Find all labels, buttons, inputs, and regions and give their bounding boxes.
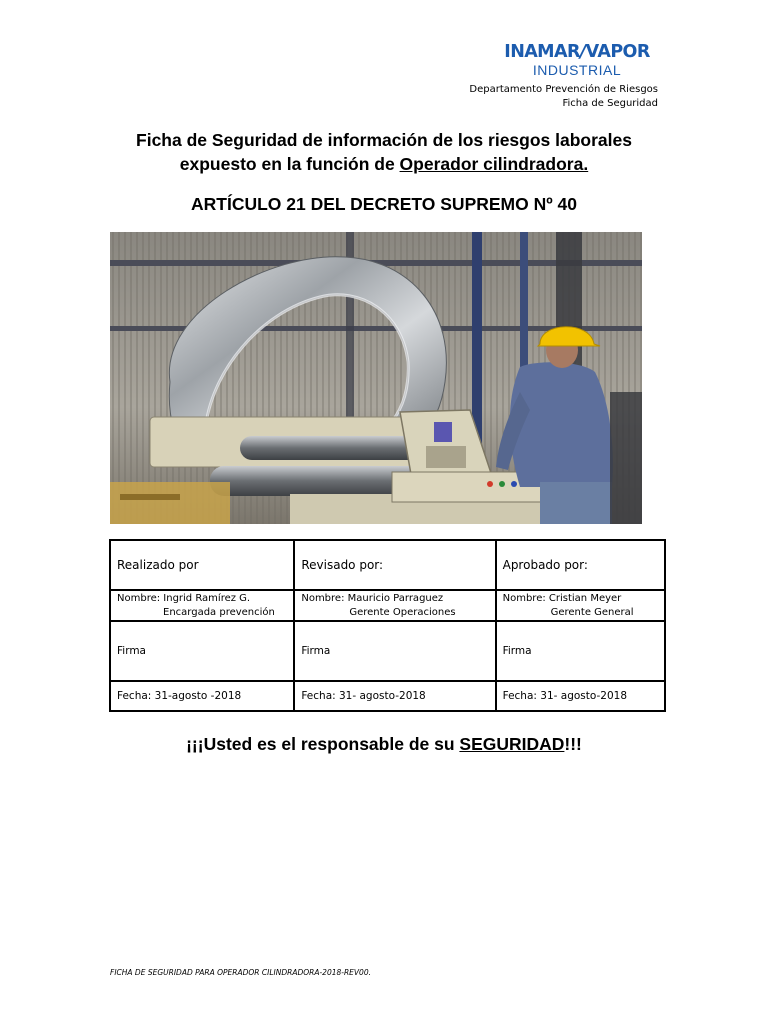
made-by-header: Realizado por bbox=[110, 540, 294, 590]
made-by-date: Fecha: 31-agosto -2018 bbox=[110, 681, 294, 711]
logo-wordmark: INAMAR/VAPOR bbox=[504, 42, 650, 62]
document-type: Ficha de Seguridad bbox=[562, 98, 658, 109]
made-by-signature: Firma bbox=[110, 621, 294, 681]
signature-date-row bbox=[110, 681, 665, 711]
department-name: Departamento Prevención de Riesgos bbox=[469, 84, 658, 95]
company-logo bbox=[496, 42, 658, 78]
signature-name-row bbox=[110, 590, 665, 621]
page-footer: FICHA DE SEGURIDAD PARA OPERADOR CILINDRADORA-2018-REV00. bbox=[110, 968, 371, 977]
reviewed-by-date: Fecha: 31- agosto-2018 bbox=[294, 681, 495, 711]
document-title bbox=[100, 128, 668, 176]
approved-by-name: Nombre: Cristian Meyer Gerente General bbox=[496, 590, 665, 621]
signature-table bbox=[109, 539, 666, 712]
article-heading: ARTÍCULO 21 DEL DECRETO SUPREMO Nº 40 bbox=[191, 194, 577, 214]
safety-emphasis: SEGURIDAD bbox=[459, 734, 565, 754]
department-block bbox=[469, 83, 658, 111]
reviewed-by-header: Revisado por: bbox=[294, 540, 495, 590]
approved-by-header: Aprobado por: bbox=[496, 540, 665, 590]
approved-by-date: Fecha: 31- agosto-2018 bbox=[496, 681, 665, 711]
logo-subtitle: INDUSTRIAL bbox=[532, 62, 622, 78]
made-by-name: Nombre: Ingrid Ramírez G. Encargada prevención bbox=[110, 590, 294, 621]
safety-warning: ¡¡¡Usted es el responsable de su SEGURIDAD!!! bbox=[186, 734, 582, 754]
reviewed-by-signature: Firma bbox=[294, 621, 495, 681]
machine-photo bbox=[110, 232, 642, 524]
signature-header-row bbox=[110, 540, 665, 590]
control-screen bbox=[434, 422, 452, 442]
approved-by-signature: Firma bbox=[496, 621, 665, 681]
title-line-2: expuesto en la función de Operador cilindradora. bbox=[179, 154, 589, 174]
title-line-1: Ficha de Seguridad de información de los riesgos laborales bbox=[136, 130, 632, 150]
reviewed-by-name: Nombre: Mauricio Parraguez Gerente Operaciones bbox=[294, 590, 495, 621]
role-name: Operador cilindradora. bbox=[399, 154, 589, 174]
signature-sign-row bbox=[110, 621, 665, 681]
